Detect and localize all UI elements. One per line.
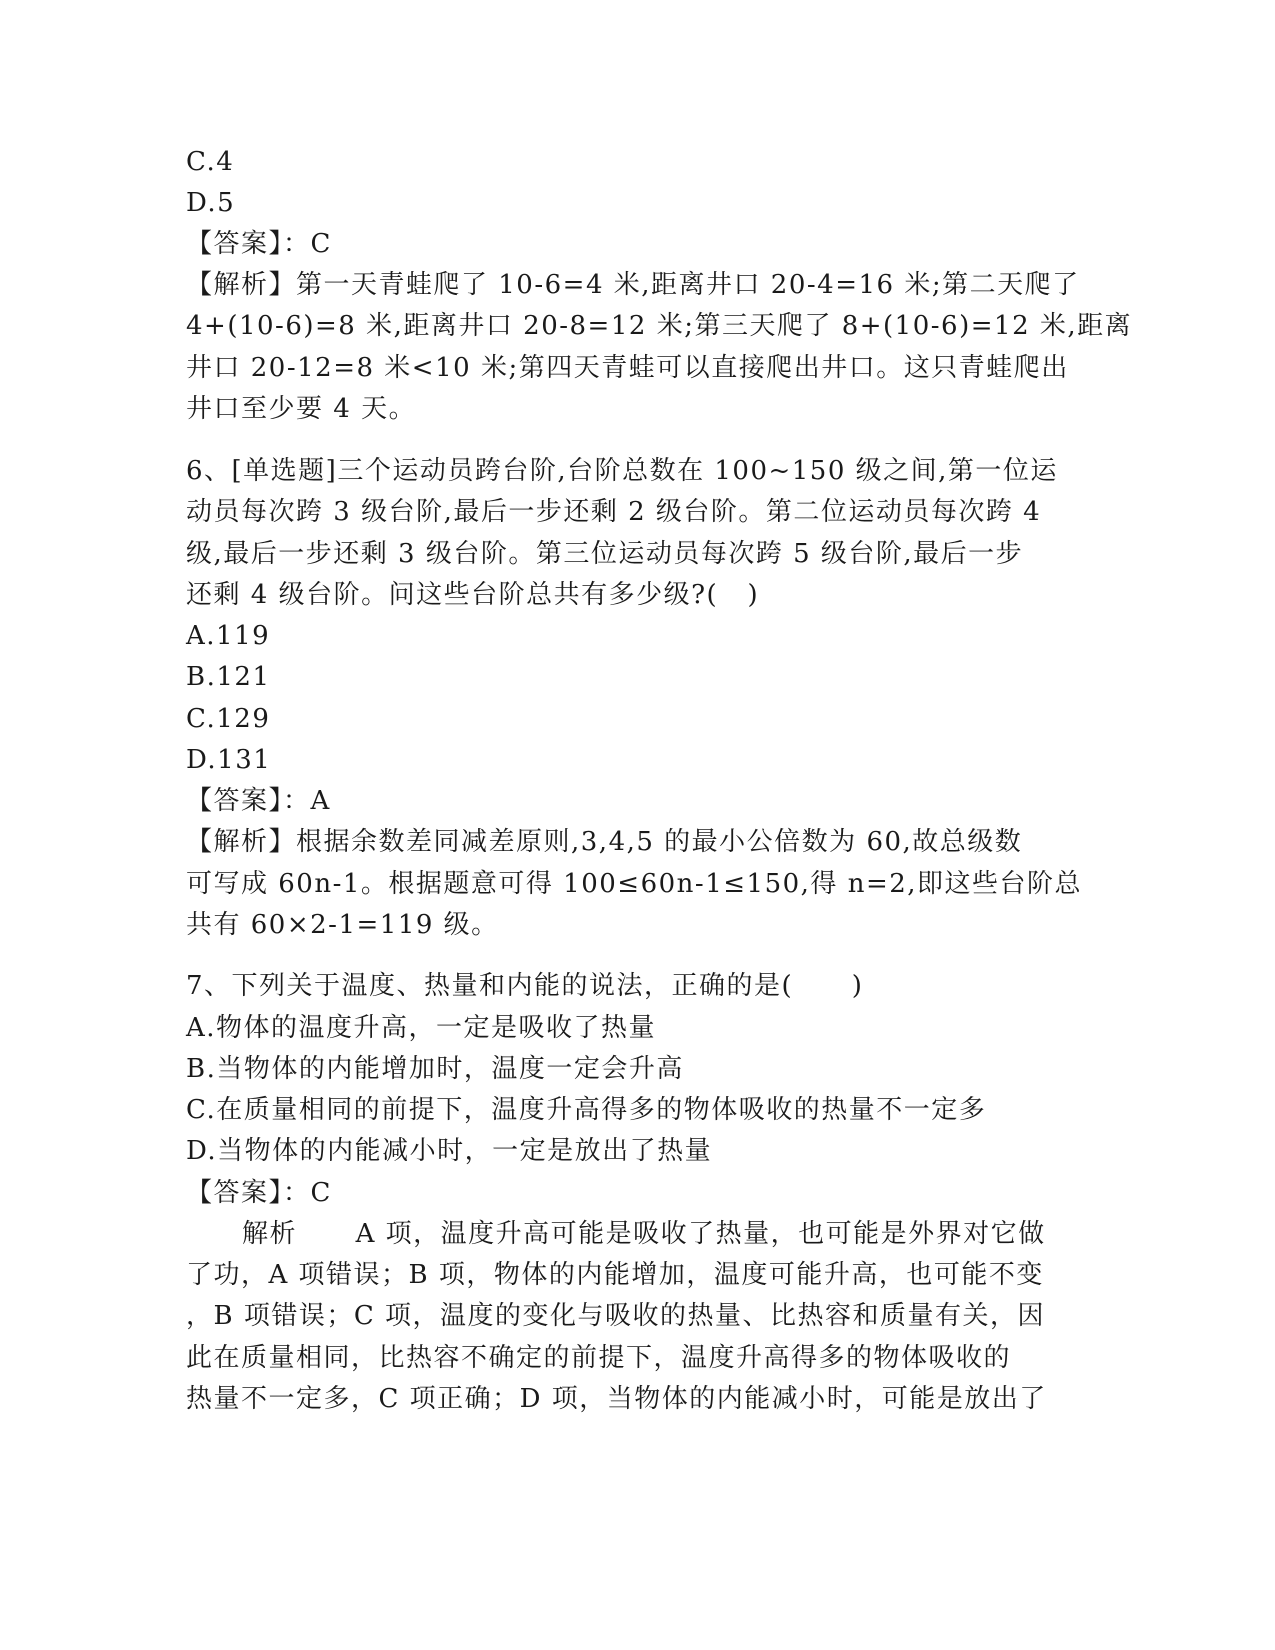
q6-option-c: C.129 — [186, 704, 271, 734]
q7-analysis-line: 了功，A 项错误；B 项，物体的内能增加，温度可能升高，也可能不变 — [186, 1260, 1044, 1290]
q6-stem-line: 级,最后一步还剩 3 级台阶。第三位运动员每次跨 5 级台阶,最后一步 — [186, 539, 1024, 569]
q6-stem-line: 6、[单选题]三个运动员跨台阶,台阶总数在 100~150 级之间,第一位运 — [186, 456, 1058, 486]
q6-option-a: A.119 — [186, 621, 271, 651]
q7-option-d: D.当物体的内能减小时，一定是放出了热量 — [186, 1136, 713, 1166]
q5-option-c: C.4 — [186, 147, 235, 177]
q6-stem-line: 动员每次跨 3 级台阶,最后一步还剩 2 级台阶。第二位运动员每次跨 4 — [186, 497, 1042, 527]
q7-option-a: A.物体的温度升高，一定是吸收了热量 — [186, 1013, 657, 1043]
q5-analysis-line: 4+(10-6)=8 米,距离井口 20-8=12 米;第三天爬了 8+(10-6)=12 米,距离 — [186, 311, 1133, 341]
q5-option-d: D.5 — [186, 188, 236, 218]
q6-option-b: B.121 — [186, 662, 271, 692]
q5-analysis-line: 井口 20-12=8 米<10 米;第四天青蛙可以直接爬出井口。这只青蛙爬出 — [186, 353, 1069, 383]
q7-answer: 【答案】：C — [186, 1178, 332, 1208]
q7-analysis-line: 热量不一定多，C 项正确；D 项，当物体的内能减小时，可能是放出了 — [186, 1384, 1047, 1414]
q6-analysis-line: 【解析】根据余数差同减差原则,3,4,5 的最小公倍数为 60,故总级数 — [186, 827, 1023, 857]
q6-analysis-line: 共有 60×2-1=119 级。 — [186, 910, 499, 940]
q7-stem: 7、下列关于温度、热量和内能的说法，正确的是( ) — [186, 971, 864, 1001]
q7-option-c: C.在质量相同的前提下，温度升高得多的物体吸收的热量不一定多 — [186, 1095, 987, 1125]
q7-analysis-line: ，B 项错误；C 项，温度的变化与吸收的热量、比热容和质量有关，因 — [186, 1301, 1046, 1331]
q6-analysis-line: 可写成 60n-1。根据题意可得 100≤60n-1≤150,得 n=2,即这些台阶总 — [186, 869, 1083, 899]
q5-analysis-line: 【解析】第一天青蛙爬了 10-6=4 米,距离井口 20-4=16 米;第二天爬了 — [186, 270, 1080, 300]
q6-answer: 【答案】：A — [186, 786, 331, 816]
q7-option-b: B.当物体的内能增加时，温度一定会升高 — [186, 1054, 684, 1084]
q6-stem-line: 还剩 4 级台阶。问这些台阶总共有多少级?( ) — [186, 580, 760, 610]
q7-analysis-first: 解析 A 项，温度升高可能是吸收了热量，也可能是外界对它做 — [242, 1219, 1046, 1249]
q7-analysis-line: 此在质量相同，比热容不确定的前提下，温度升高得多的物体吸收的 — [186, 1343, 1012, 1373]
q5-answer: 【答案】：C — [186, 229, 332, 259]
q5-analysis-line: 井口至少要 4 天。 — [186, 394, 417, 424]
q6-option-d: D.131 — [186, 745, 272, 775]
